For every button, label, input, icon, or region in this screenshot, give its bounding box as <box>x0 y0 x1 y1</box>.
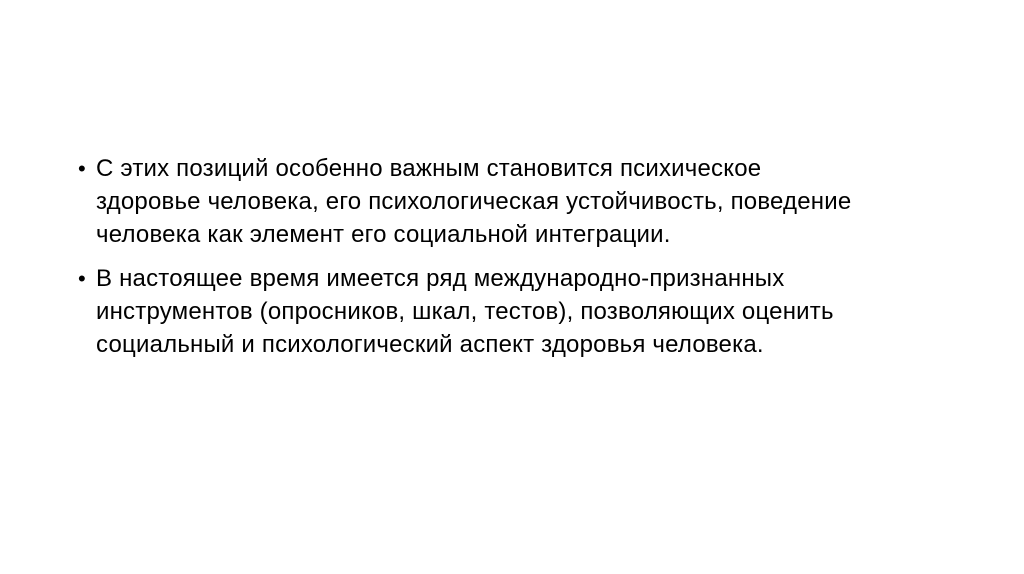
bullet-2-line-2: инструментов (опросников, шкал, тестов), позволяющих оценить <box>96 298 834 325</box>
slide-text-block <box>78 152 958 372</box>
bullet-marker: • <box>78 156 86 181</box>
bullet-1-line-1: С этих позиций особенно важным становится психическое <box>96 155 762 182</box>
bullet-1-line-3: человека как элемент его социальной интеграции. <box>96 221 671 248</box>
bullet-2-line-1: В настоящее время имеется ряд международно-признанных <box>96 265 785 292</box>
bullet-item-2 <box>78 262 958 361</box>
bullet-item-1 <box>78 152 958 251</box>
bullet-1-line-2: здоровье человека, его психологическая устойчивость, поведение <box>96 188 852 215</box>
bullet-2-line-3: социальный и психологический аспект здоровья человека. <box>96 331 764 358</box>
bullet-marker: • <box>78 266 86 291</box>
